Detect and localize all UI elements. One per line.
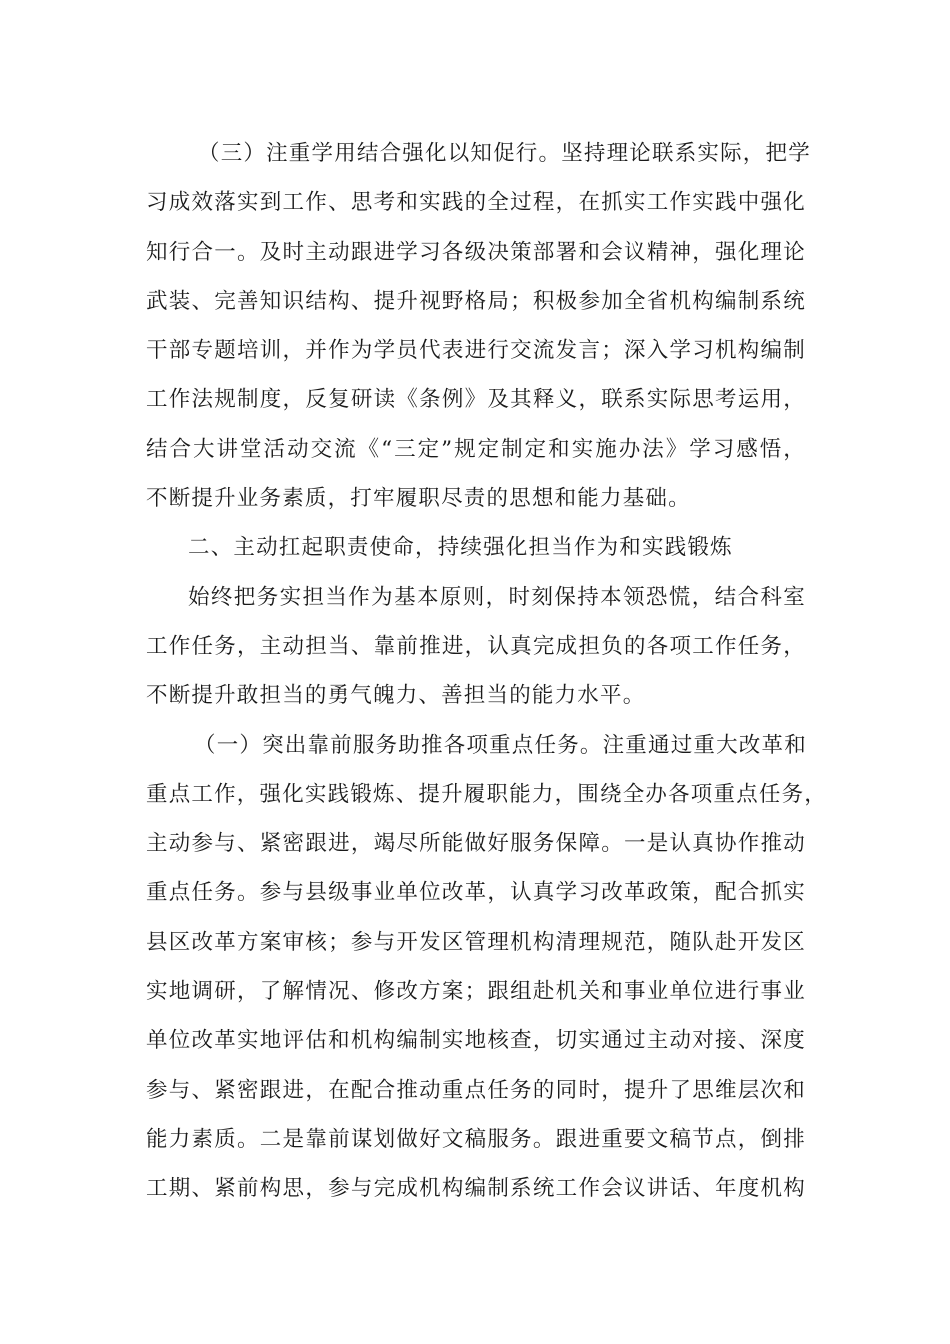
paragraph-line: 重点任务。参与县级事业单位改革，认真学习改革政策，配合抓实 (146, 880, 806, 906)
paragraph-line: 不断提升敢担当的勇气魄力、善担当的能力水平。 (146, 683, 646, 709)
paragraph-line: 单位改革实地评估和机构编制实地核查，切实通过主动对接、深度 (146, 1028, 806, 1054)
paragraph-line: 实地调研，了解情况、修改方案；跟组赴机关和事业单位进行事业 (146, 979, 806, 1005)
paragraph-line: （一）突出靠前服务助推各项重点任务。注重通过重大改革和 (194, 732, 807, 758)
paragraph-line: 工作任务，主动担当、靠前推进，认真完成担负的各项工作任务， (146, 633, 806, 659)
paragraph-line: 参与、紧密跟进，在配合推动重点任务的同时，提升了思维层次和 (146, 1077, 806, 1103)
paragraph-line: 结合大讲堂活动交流《“三定”规定制定和实施办法》学习感悟， (146, 436, 806, 462)
paragraph-line: 县区改革方案审核；参与开发区管理机构清理规范，随队赴开发区 (146, 929, 806, 955)
paragraph-line: 主动参与、紧密跟进，竭尽所能做好服务保障。一是认真协作推动 (146, 831, 806, 857)
paragraph-line: 干部专题培训，并作为学员代表进行交流发言；深入学习机构编制 (146, 338, 806, 364)
paragraph-line: 工期、紧前构思，参与完成机构编制系统工作会议讲话、年度机构 (146, 1176, 806, 1202)
paragraph-line: 知行合一。及时主动跟进学习各级决策部署和会议精神，强化理论 (146, 239, 806, 265)
paragraph-line: 能力素质。二是靠前谋划做好文稿服务。跟进重要文稿节点，倒排 (146, 1126, 806, 1152)
document-body (146, 129, 828, 1214)
paragraph-line: 武装、完善知识结构、提升视野格局；积极参加全省机构编制系统 (146, 288, 806, 314)
paragraph-line: 不断提升业务素质，打牢履职尽责的思想和能力基础。 (146, 486, 691, 512)
section-heading: 二、主动扛起职责使命，持续强化担当作为和实践锻炼 (188, 535, 733, 561)
paragraph-line: 重点工作，强化实践锻炼、提升履职能力，围绕全办各项重点任务， (146, 781, 828, 807)
paragraph-line: 习成效落实到工作、思考和实践的全过程，在抓实工作实践中强化 (146, 190, 806, 216)
paragraph-line: 工作法规制度，反复研读《条例》及其释义，联系实际思考运用， (146, 387, 806, 413)
paragraph-line: 始终把务实担当作为基本原则，时刻保持本领恐慌，结合科室 (188, 584, 806, 610)
paragraph-line: （三）注重学用结合强化以知促行。坚持理论联系实际，把学 (198, 141, 811, 166)
